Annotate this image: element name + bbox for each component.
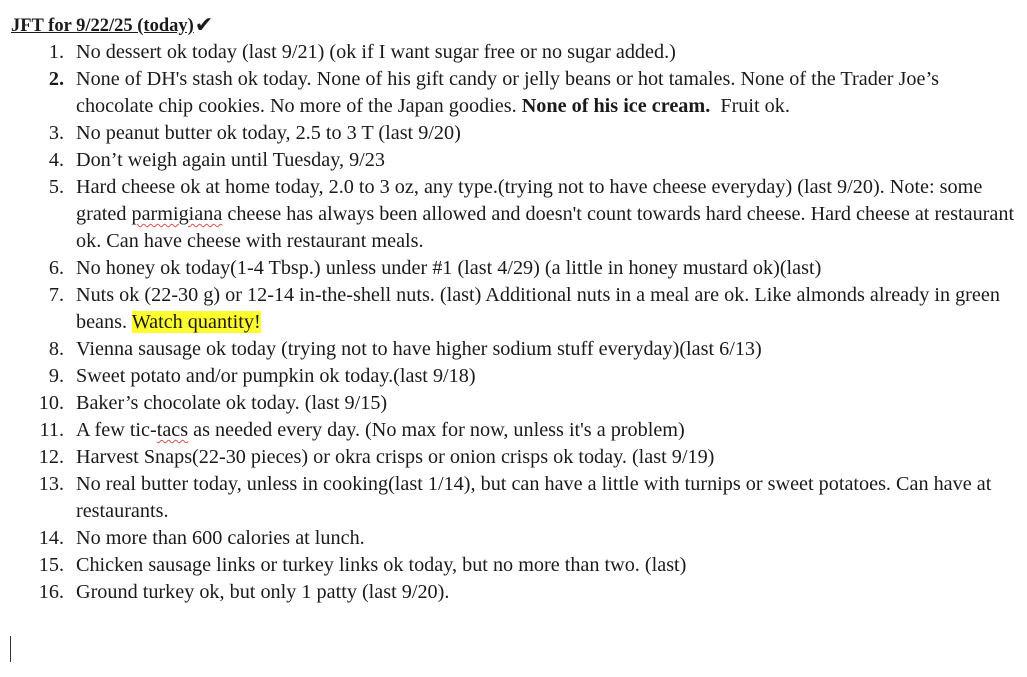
- list-item: [11, 66, 1016, 120]
- item-text: No peanut butter ok today, 2.5 to 3 T (last 9/20): [76, 122, 461, 144]
- item-text: Hard cheese ok at home today, 2.0 to 3 oz, any type.(trying not to have cheese everyday) (last 9/20). Note: some grated parmigiana cheese has always been allowed and doesn't count towards hard cheese. Hard cheese at restaurant ok. Can have cheese with restaurant meals.: [76, 176, 1015, 252]
- item-number: 5.: [48, 176, 64, 198]
- list-item: [11, 147, 1016, 174]
- list-item: [11, 363, 1016, 390]
- list-item: [11, 525, 1016, 552]
- item-number: 1.: [48, 41, 64, 63]
- item-text: No dessert ok today (last 9/21) (ok if I want sugar free or no sugar added.): [76, 41, 676, 63]
- item-text: Baker’s chocolate ok today. (last 9/15): [76, 392, 388, 414]
- item-text: None of DH's stash ok today. None of his gift candy or jelly beans or hot tamales. None of the Trader Joe’s chocolate chip cookies. No more of the Japan goodies. None of his ice cream. Fruit ok.: [76, 68, 939, 117]
- item-number: 7.: [48, 284, 64, 306]
- document-title: [11, 11, 1016, 39]
- text-cursor: [10, 636, 11, 662]
- item-number: 8.: [48, 338, 64, 360]
- list-item: [11, 417, 1016, 444]
- item-text: Chicken sausage links or turkey links ok today, but no more than two. (last): [76, 554, 687, 576]
- item-text: No honey ok today(1-4 Tbsp.) unless under #1 (last 4/29) (a little in honey mustard ok)(last): [76, 257, 822, 279]
- item-text: No real butter today, unless in cooking(last 1/14), but can have a little with turnips or sweet potatoes. Can have at restaurants.: [76, 473, 992, 522]
- list-item: [11, 255, 1016, 282]
- item-number: 14.: [38, 527, 64, 549]
- item-number: 4.: [48, 149, 64, 171]
- list-item: [11, 390, 1016, 417]
- misspelled-word[interactable]: tacs: [156, 419, 189, 441]
- list-item: [11, 336, 1016, 363]
- item-number: 16.: [38, 581, 64, 603]
- item-text: No more than 600 calories at lunch.: [76, 527, 365, 549]
- item-number: 9.: [48, 365, 64, 387]
- list-item: [11, 39, 1016, 66]
- item-text: Harvest Snaps(22-30 pieces) or okra crisps or onion crisps ok today. (last 9/19): [76, 446, 715, 468]
- item-text: Ground turkey ok, but only 1 patty (last 9/20).: [76, 581, 450, 603]
- item-number: 2.: [48, 68, 64, 90]
- item-text: Don’t weigh again until Tuesday, 9/23: [76, 149, 385, 171]
- checkmark-icon: ✔: [194, 12, 214, 37]
- list-item: [11, 471, 1016, 525]
- bold-text: None of his ice cream.: [521, 95, 711, 117]
- item-number: 6.: [48, 257, 64, 279]
- misspelled-word[interactable]: parmigiana: [131, 203, 223, 225]
- item-text: Sweet potato and/or pumpkin ok today.(last 9/18): [76, 365, 476, 387]
- document-page[interactable]: [11, 11, 1016, 606]
- list-item: [11, 282, 1016, 336]
- item-list: [11, 39, 1016, 606]
- item-number: 13.: [38, 473, 64, 495]
- list-item: [11, 174, 1016, 255]
- list-item: [11, 579, 1016, 606]
- item-text: A few tic-tacs as needed every day. (No max for now, unless it's a problem): [76, 419, 685, 441]
- item-text: Vienna sausage ok today (trying not to have higher sodium stuff everyday)(last 6/13): [76, 338, 762, 360]
- item-number: 11.: [39, 419, 64, 441]
- item-number: 3.: [48, 122, 64, 144]
- list-item: [11, 120, 1016, 147]
- item-number: 12.: [38, 446, 64, 468]
- list-item: [11, 444, 1016, 471]
- title-text: JFT for 9/22/25 (today): [11, 16, 194, 36]
- list-item: [11, 552, 1016, 579]
- highlighted-text: Watch quantity!: [131, 311, 261, 333]
- item-number: 10.: [38, 392, 64, 414]
- item-text: Nuts ok (22-30 g) or 12-14 in-the-shell nuts. (last) Additional nuts in a meal are ok. Like almonds already in green beans. Watch quantity!: [76, 284, 1000, 333]
- item-number: 15.: [38, 554, 64, 576]
